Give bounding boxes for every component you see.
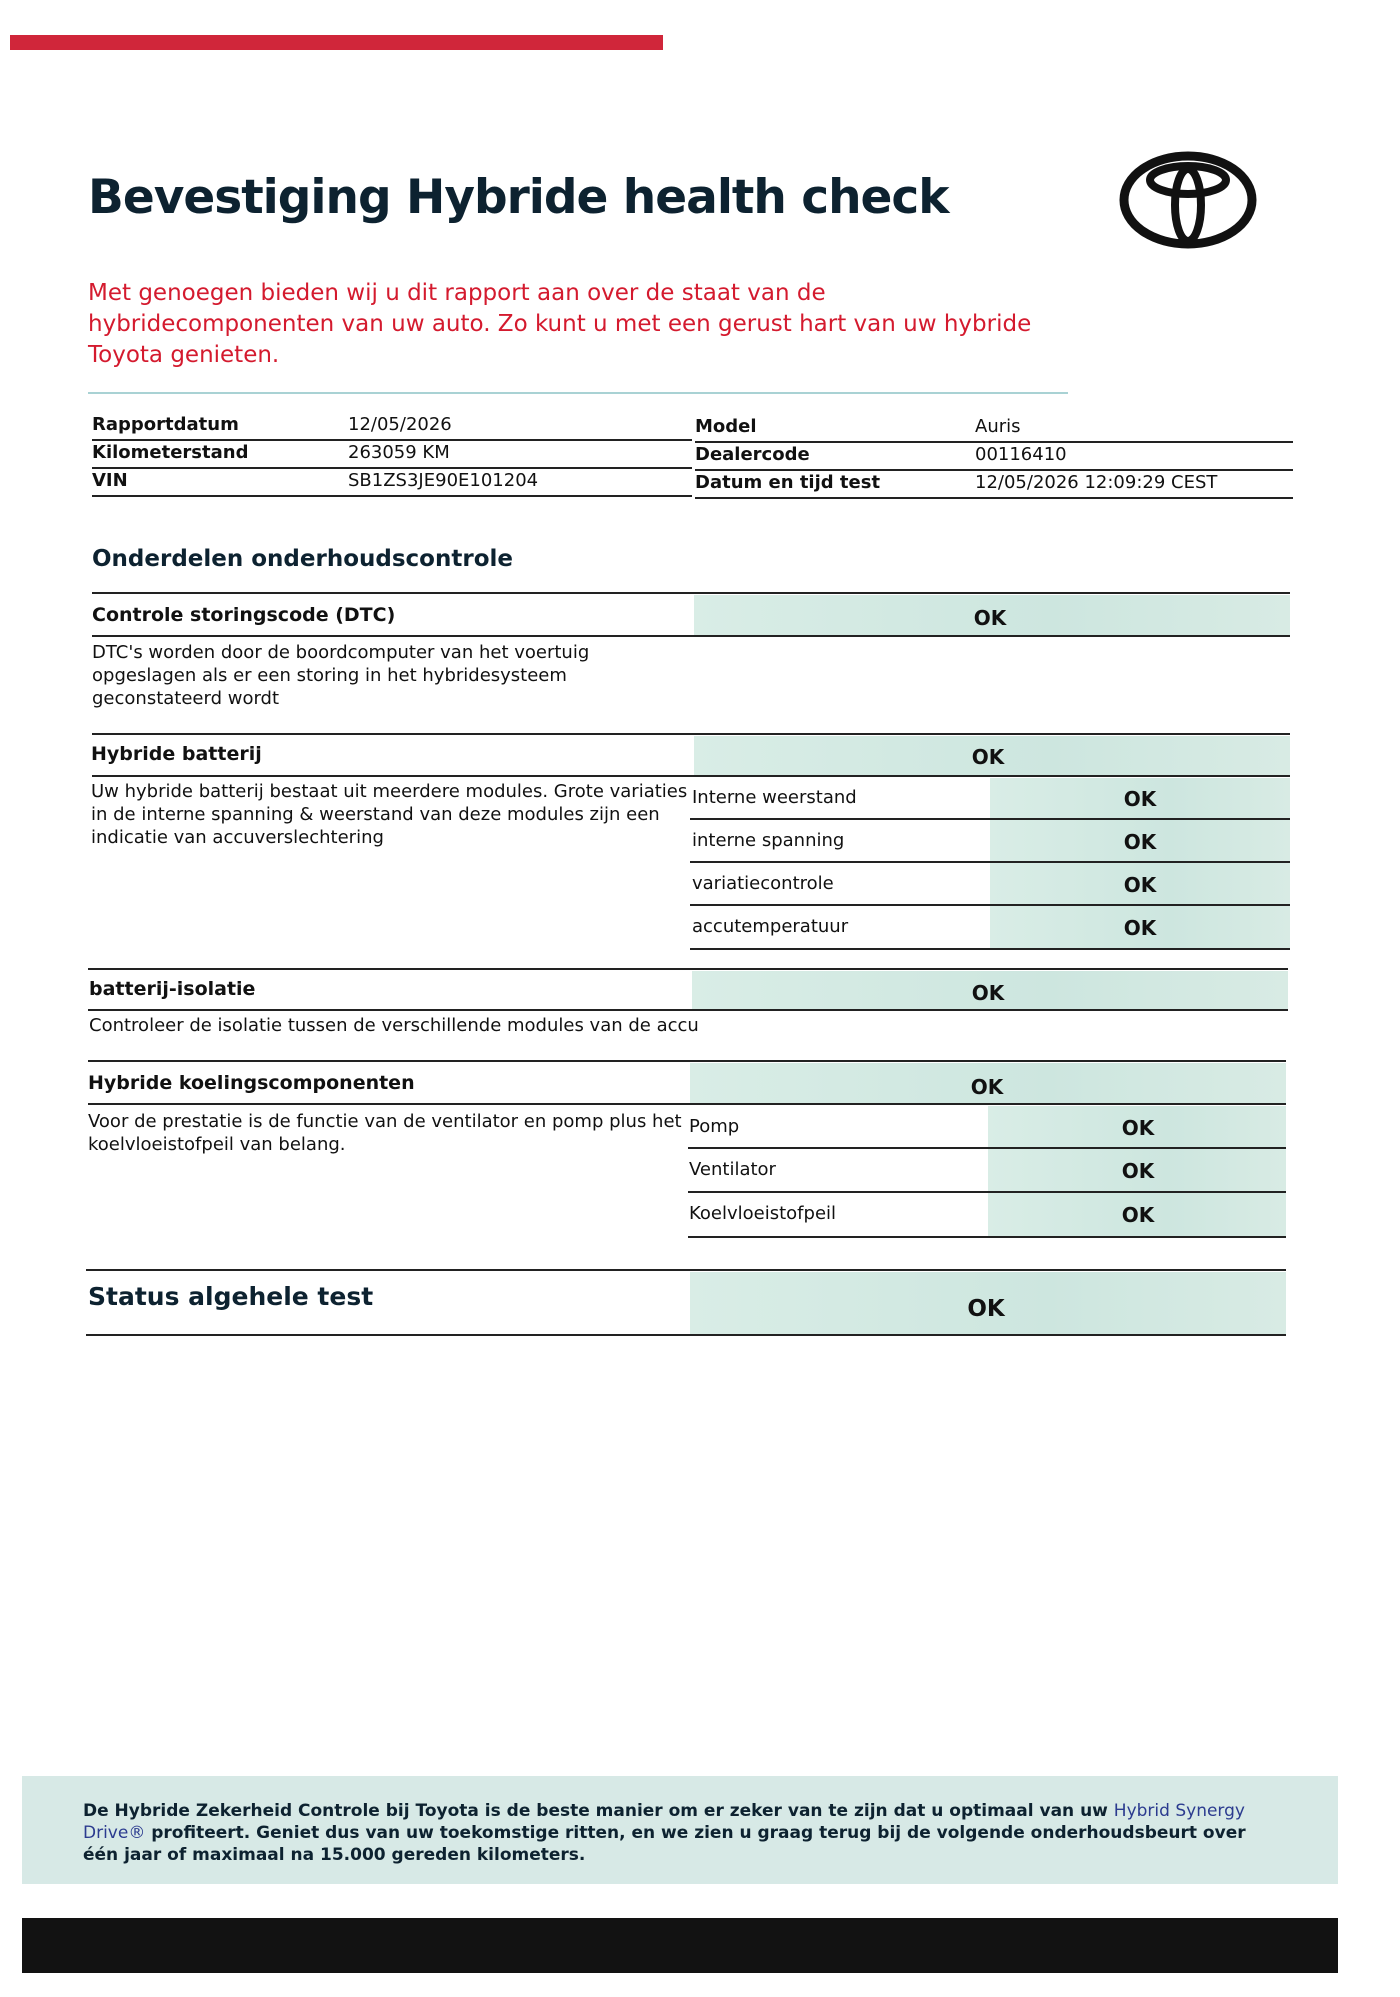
row-divider <box>695 441 1293 443</box>
status-ok: OK <box>1123 787 1157 811</box>
check-label: batterij-isolatie <box>89 978 256 1000</box>
info-row <box>92 440 692 466</box>
row-divider <box>690 948 1290 950</box>
sub-check-label: variatiecontrole <box>692 873 834 894</box>
status-ok: OK <box>1121 1203 1155 1227</box>
row-divider <box>690 861 1290 863</box>
row-divider <box>88 1009 1288 1011</box>
check-description: Controleer de isolatie tussen de verschillende modules van de accu <box>89 1015 699 1036</box>
info-value: Auris <box>975 416 1021 437</box>
row-divider <box>92 439 692 441</box>
row-divider <box>690 818 1290 820</box>
status-ok: OK <box>1123 916 1157 940</box>
status-ok: OK <box>971 745 1005 769</box>
check-description: DTC's worden door de boordcomputer van het voertuig opgeslagen als er een storing in het hybridesysteem geconstateerd wordt <box>92 642 590 709</box>
info-row <box>92 412 692 438</box>
status-ok: OK <box>967 1296 1005 1322</box>
info-value: 12/05/2026 <box>348 414 452 435</box>
status-ok: OK <box>971 981 1005 1005</box>
status-ok: OK <box>970 1075 1004 1099</box>
row-divider <box>92 635 1290 637</box>
status-ok: OK <box>1121 1159 1155 1183</box>
row-divider <box>688 1147 1286 1149</box>
footer-brand: Hybrid Synergy Drive® <box>83 1801 1245 1843</box>
row-divider <box>92 495 692 497</box>
info-value: 263059 KM <box>348 442 450 463</box>
divider <box>88 392 1068 394</box>
row-divider <box>690 904 1290 906</box>
row-divider <box>92 592 1290 594</box>
status-ok: OK <box>1123 873 1157 897</box>
check-label: Controle storingscode (DTC) <box>92 604 396 626</box>
section-heading: Onderdelen onderhoudscontrole <box>92 546 513 572</box>
info-row <box>92 468 692 494</box>
status-ok: OK <box>1121 1116 1155 1140</box>
top-accent-bar <box>10 35 663 50</box>
status-ok: OK <box>973 606 1007 630</box>
check-label: Hybride koelingscomponenten <box>88 1072 415 1094</box>
info-label: VIN <box>92 470 128 491</box>
info-value: 12/05/2026 12:09:29 CEST <box>975 472 1218 493</box>
info-label: Dealercode <box>695 444 810 465</box>
row-divider <box>88 1060 1286 1062</box>
info-row <box>695 470 1295 496</box>
row-divider <box>92 775 1290 777</box>
check-description: Voor de prestatie is de functie van de ventilator en pomp plus het koelvloeistofpeil van belang. <box>88 1111 682 1155</box>
row-divider <box>86 1334 1286 1336</box>
row-divider <box>88 968 1288 970</box>
info-label: Kilometerstand <box>92 442 249 463</box>
info-label: Model <box>695 416 757 437</box>
toyota-logo-icon <box>1118 150 1258 250</box>
info-label: Datum en tijd test <box>695 472 881 493</box>
sub-check-label: interne spanning <box>692 830 845 851</box>
check-label: Hybride batterij <box>91 743 262 765</box>
check-description: Uw hybride batterij bestaat uit meerdere modules. Grote variaties in de interne spanning & weerstand van deze modules zijn een indicatie van accuverslechtering <box>91 781 688 848</box>
sub-check-label: Koelvloeistofpeil <box>689 1203 837 1224</box>
bottom-bar <box>22 1918 1338 1973</box>
row-divider <box>695 469 1293 471</box>
info-label: Rapportdatum <box>92 414 239 435</box>
row-divider <box>688 1236 1286 1238</box>
footer-text-part: profiteert. Geniet dus van uw toekomstige ritten, en we zien u graag terug bij de volgende onderhoudsbeurt over één jaar of maximaal na 15.000 gereden kilometers. <box>83 1823 1246 1865</box>
intro-text: Met genoegen bieden wij u dit rapport aan over de staat van de hybridecomponenten van uw auto. Zo kunt u met een gerust hart van uw hybride Toyota genieten. <box>88 280 1032 368</box>
row-divider <box>92 467 692 469</box>
status-ok: OK <box>1123 830 1157 854</box>
row-divider <box>92 733 1290 735</box>
footer-text <box>83 1800 1283 1866</box>
row-divider <box>88 1103 1286 1105</box>
info-row <box>695 414 1295 440</box>
sub-check-label: Interne weerstand <box>692 787 857 808</box>
overall-status-label: Status algehele test <box>88 1282 374 1311</box>
row-divider <box>86 1269 1286 1271</box>
info-value: SB1ZS3JE90E101204 <box>348 470 539 491</box>
sub-check-label: Pomp <box>689 1116 740 1137</box>
sub-check-label: accutemperatuur <box>692 916 849 937</box>
footer-text-part: De Hybride Zekerheid Controle bij Toyota is de beste manier om er zeker van te zijn dat u optimaal van uw <box>83 1801 1114 1821</box>
info-value: 00116410 <box>975 444 1067 465</box>
sub-check-label: Ventilator <box>689 1159 776 1180</box>
page-title: Bevestiging Hybride health check <box>88 170 949 225</box>
row-divider <box>688 1191 1286 1193</box>
row-divider <box>695 497 1293 499</box>
info-row <box>695 442 1295 468</box>
